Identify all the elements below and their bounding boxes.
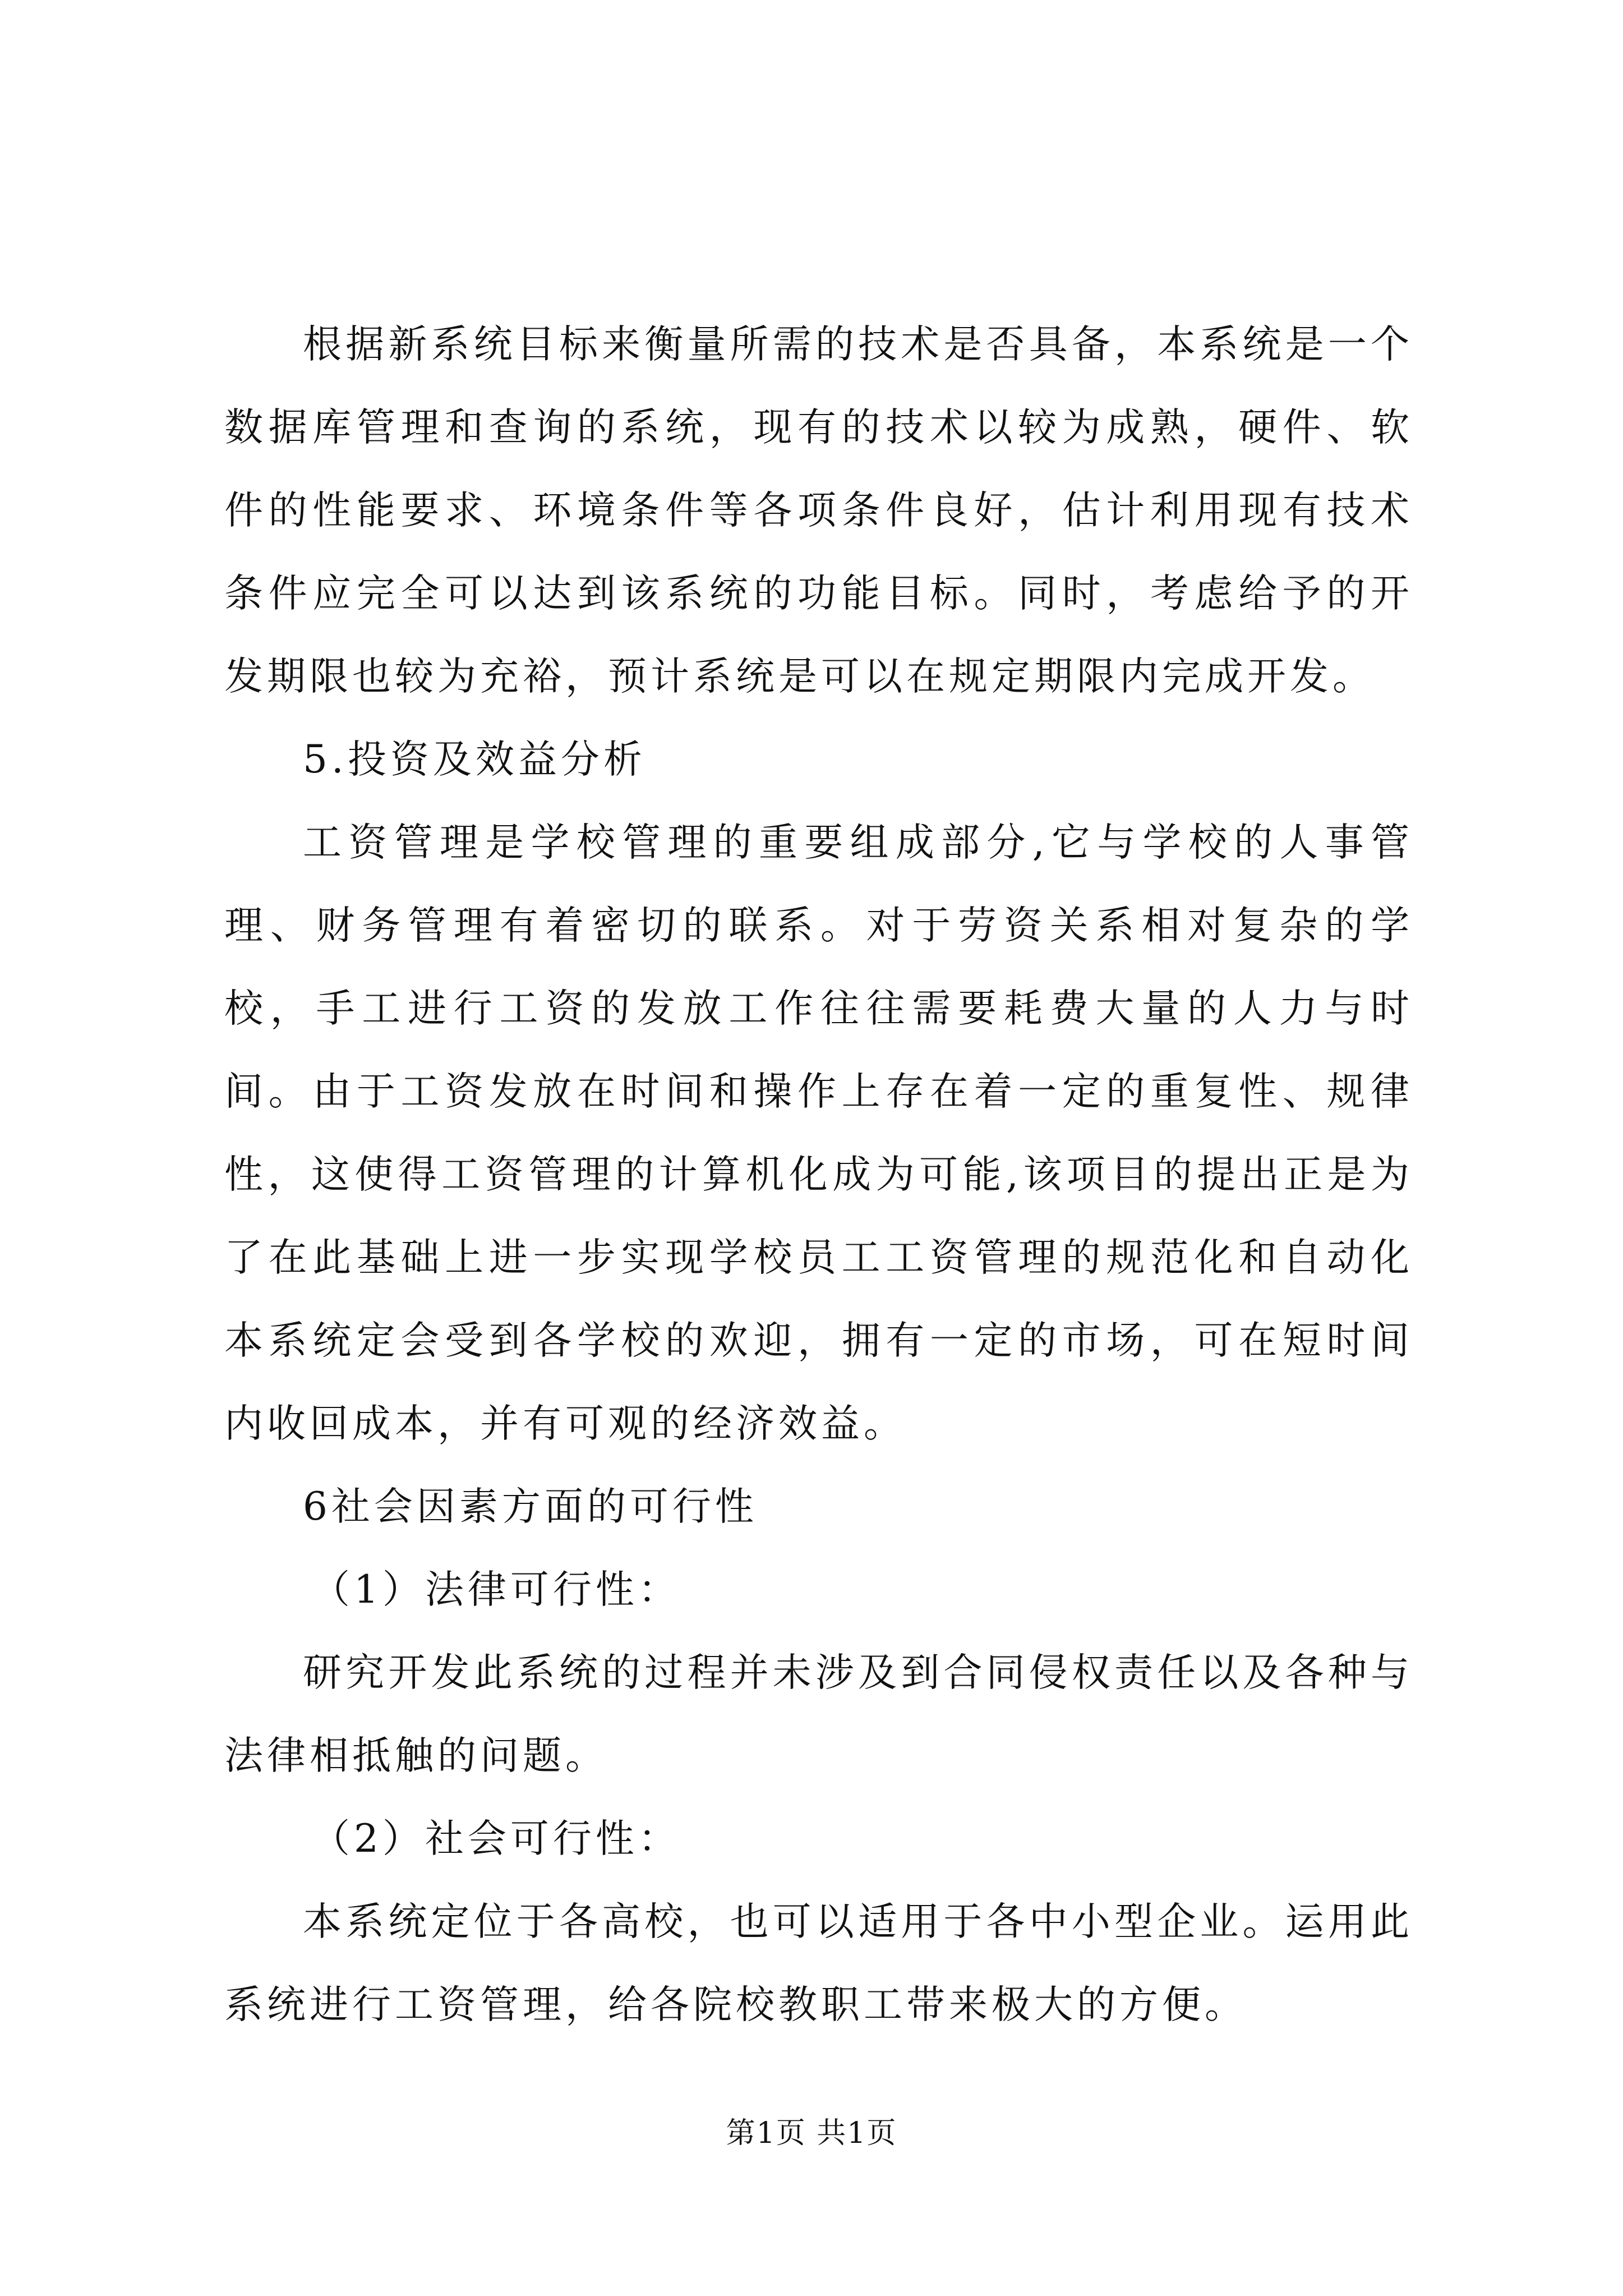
- paragraph-social-feasibility: 本系统定位于各高校，也可以适用于各中小型企业。运用此系统进行工资管理，给各院校教职工带来极大的方便。: [224, 1899, 1413, 2027]
- paragraph-legal-feasibility: 研究开发此系统的过程并未涉及到合同侵权责任以及各种与法律相抵触的问题。: [224, 1650, 1413, 1778]
- subheading-legal-feasibility: （1）法律可行性：: [311, 1567, 681, 1612]
- paragraph-investment-benefit: 工资管理是学校管理的重要组成部分,它与学校的人事管理、财务管理有着密切的联系。对于劳资关系相对复杂的学校，手工进行工资的发放工作往往需要耗费大量的人力与时间。由于工资发放在时间和操作上存在着一定的重复性、规律性，这使得工资管理的计算机化成为可能,该项目的提出正是为了在此基础上进一步实现学校员工工资管理的规范化和自动化本系统定会受到各学校的欢迎，拥有一定的市场，可在短时间内收回成本，并有可观的经济效益。: [224, 820, 1413, 1446]
- heading-investment-benefit: 5.投资及效益分析: [303, 737, 646, 782]
- document-body: [224, 303, 1413, 2046]
- page-footer: 第1页 共1页: [726, 2116, 897, 2150]
- subheading-social-feasibility: （2）社会可行性：: [311, 1816, 681, 1861]
- heading-social-feasibility: 6社会因素方面的可行性: [303, 1484, 758, 1529]
- paragraph-technical-feasibility: 根据新系统目标来衡量所需的技术是否具备，本系统是一个数据库管理和查询的系统，现有的技术以较为成熟，硬件、软件的性能要求、环境条件等各项条件良好，估计利用现有技术条件应完全可以达到该系统的功能目标。同时，考虑给予的开发期限也较为充裕，预计系统是可以在规定期限内完成开发。: [224, 322, 1413, 699]
